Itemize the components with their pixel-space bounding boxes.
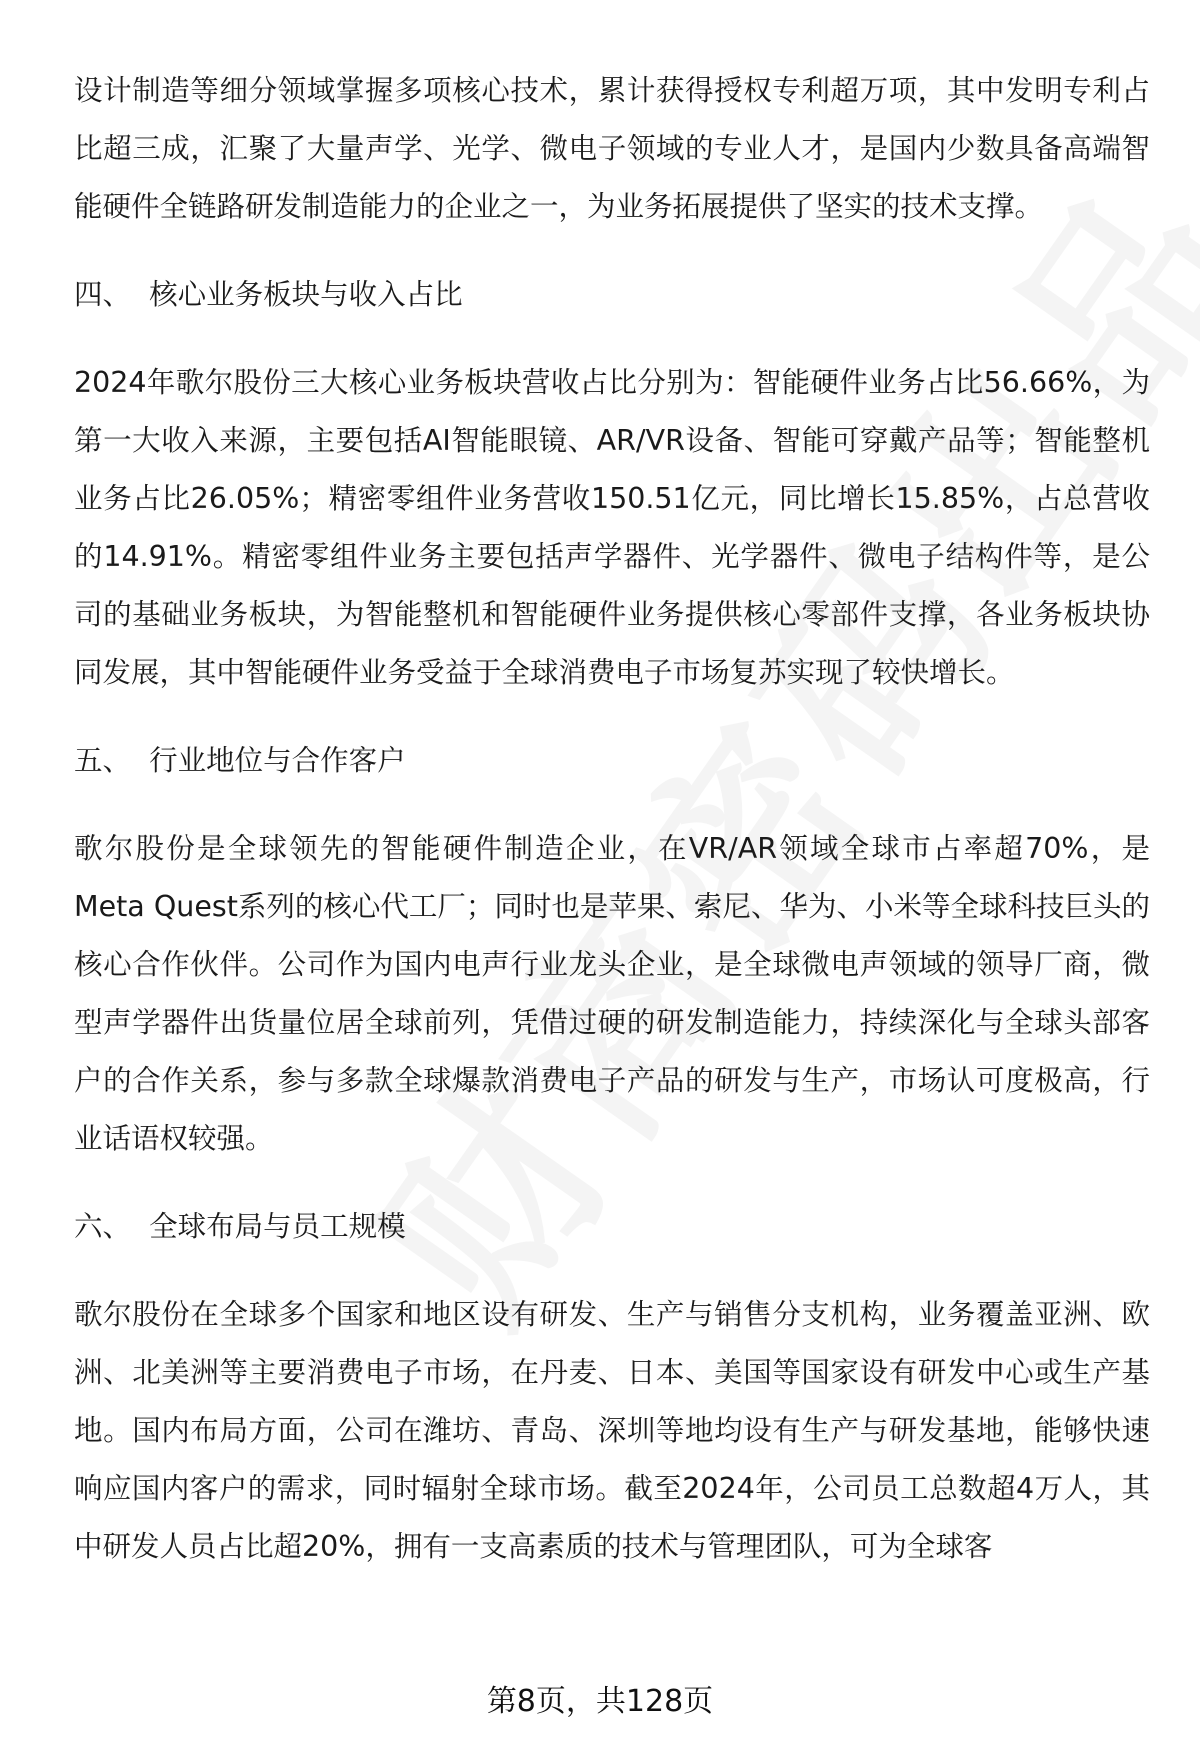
section-6-heading: 六、 全球布局与员工规模 [74,1210,406,1243]
section-4-heading: 四、 核心业务板块与收入占比 [74,278,463,311]
section-5-heading: 五、 行业地位与合作客户 [74,744,406,777]
intro-paragraph: 设计制造等细分领域掌握多项核心技术，累计获得授权专利超万项，其中发明专利占比超三成，汇聚了大量声学、光学、微电子领域的专业人才，是国内少数具备高端智能硬件全链路研发制造能力的企业之一，为业务拓展提供了坚实的技术支撑。 [74,74,1150,223]
page-number-footer: 第8页，共128页 [486,1684,714,1719]
section-5-body: 歌尔股份是全球领先的智能硬件制造企业，在VR/AR领域全球市占率超70%，是Meta Quest系列的核心代工厂；同时也是苹果、索尼、华为、小米等全球科技巨头的核心合作伙伴。公司作为国内电声行业龙头企业，是全球微电声领域的领导厂商，微型声学器件出货量位居全球前列，凭借过硬的研发制造能力，持续深化与全球头部客户的合作关系，参与多款全球爆款消费电子产品的研发与生产，市场认可度极高，行业话语权较强。 [74,832,1150,1155]
section-4-body: 2024年歌尔股份三大核心业务板块营收占比分别为：智能硬件业务占比56.66%，为第一大收入来源，主要包括AI智能眼镜、AR/VR设备、智能可穿戴产品等；智能整机业务占比26.05%；精密零组件业务营收150.51亿元，同比增长15.85%，占总营收的14.91%。精密零组件业务主要包括声学器件、光学器件、微电子结构件等，是公司的基础业务板块，为智能整机和智能硬件业务提供核心零部件支撑，各业务板块协同发展，其中智能硬件业务受益于全球消费电子市场复苏实现了较快增长。 [74,366,1150,689]
section-6-body: 歌尔股份在全球多个国家和地区设有研发、生产与销售分支机构，业务覆盖亚洲、欧洲、北美洲等主要消费电子市场，在丹麦、日本、美国等国家设有研发中心或生产基地。国内布局方面，公司在潍坊、青岛、深圳等地均设有生产与研发基地，能够快速响应国内客户的需求，同时辐射全球市场。截至2024年，公司员工总数超4万人，其中研发人员占比超20%，拥有一支高素质的技术与管理团队，可为全球客 [74,1298,1150,1563]
document-body [74,62,1150,1576]
